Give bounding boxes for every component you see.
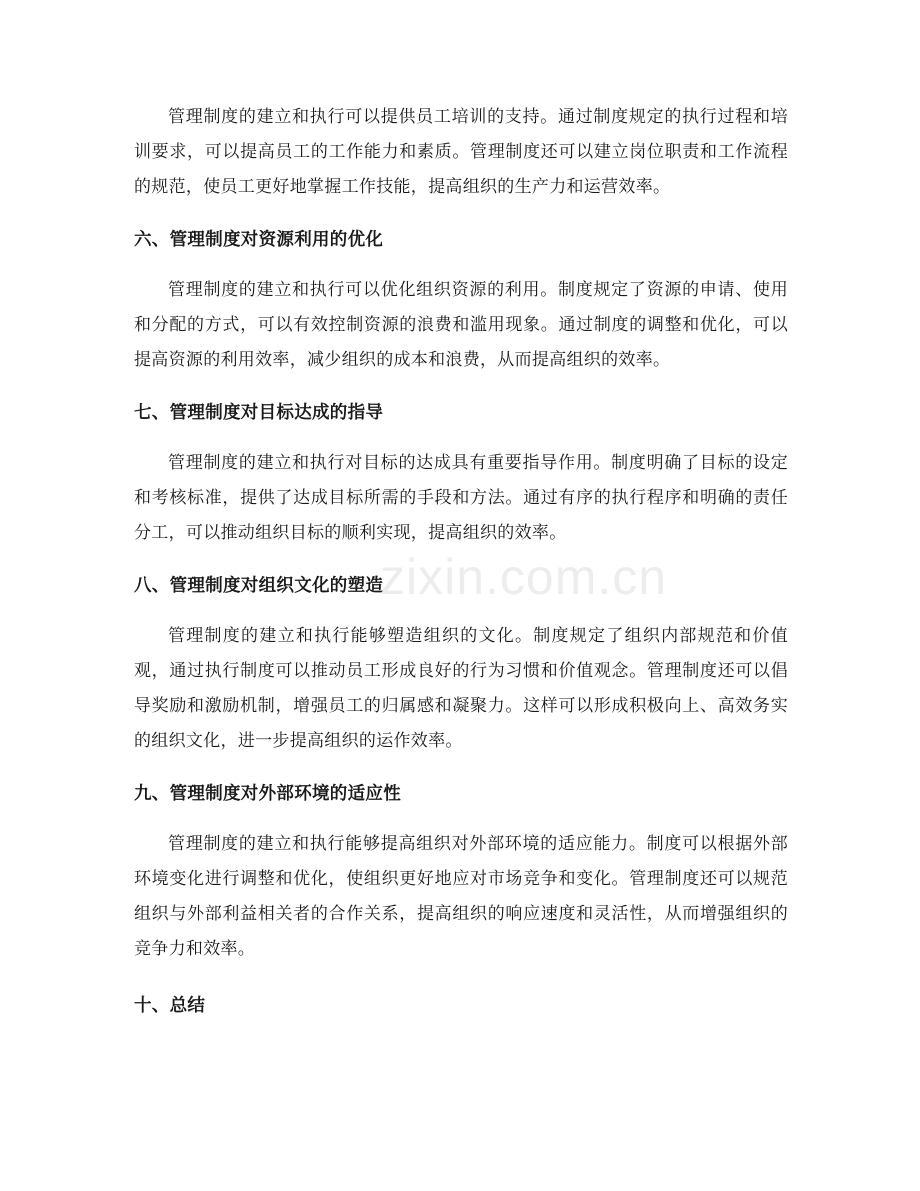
section-heading-10: 十、总结 xyxy=(134,996,206,1016)
section-paragraph-7: 管理制度的建立和执行对目标的达成具有重要指导作用。制度明确了目标的设定和考核标准，提供了达成目标所需的手段和方法。通过有序的执行程序和明确的责任分工，可以推动组织目标的顺利实现，提高组织的效率。 xyxy=(134,453,788,543)
section-heading-7: 七、管理制度对目标达成的指导 xyxy=(134,403,384,423)
section-paragraph-9: 管理制度的建立和执行能够提高组织对外部环境的适应能力。制度可以根据外部环境变化进行调整和优化，使组织更好地应对市场竞争和变化。管理制度还可以规范组织与外部利益相关者的合作关系，提高组织的响应速度和灵活性，从而增强组织的竞争力和效率。 xyxy=(134,834,788,959)
section-heading-9: 九、管理制度对外部环境的适应性 xyxy=(134,784,401,804)
watermark-text: zixin.com.cn xyxy=(380,549,668,605)
section-paragraph-6: 管理制度的建立和执行可以优化组织资源的利用。制度规定了资源的申请、使用和分配的方式，可以有效控制资源的浪费和滥用现象。通过制度的调整和优化，可以提高资源的利用效率，减少组织的成本和浪费，从而提高组织的效率。 xyxy=(134,280,788,370)
section-paragraph-8: 管理制度的建立和执行能够塑造组织的文化。制度规定了组织内部规范和价值观，通过执行制度可以推动员工形成良好的行为习惯和价值观念。管理制度还可以倡导奖励和激励机制，增强员工的归属感和凝聚力。这样可以形成积极向上、高效务实的组织文化，进一步提高组织的运作效率。 xyxy=(134,626,788,751)
section-heading-6: 六、管理制度对资源利用的优化 xyxy=(134,230,384,250)
section-heading-8: 八、管理制度对组织文化的塑造 xyxy=(134,576,384,596)
intro-paragraph: 管理制度的建立和执行可以提供员工培训的支持。通过制度规定的执行过程和培训要求，可以提高员工的工作能力和素质。管理制度还可以建立岗位职责和工作流程的规范，使员工更好地掌握工作技能，提高组织的生产力和运营效率。 xyxy=(134,107,788,197)
